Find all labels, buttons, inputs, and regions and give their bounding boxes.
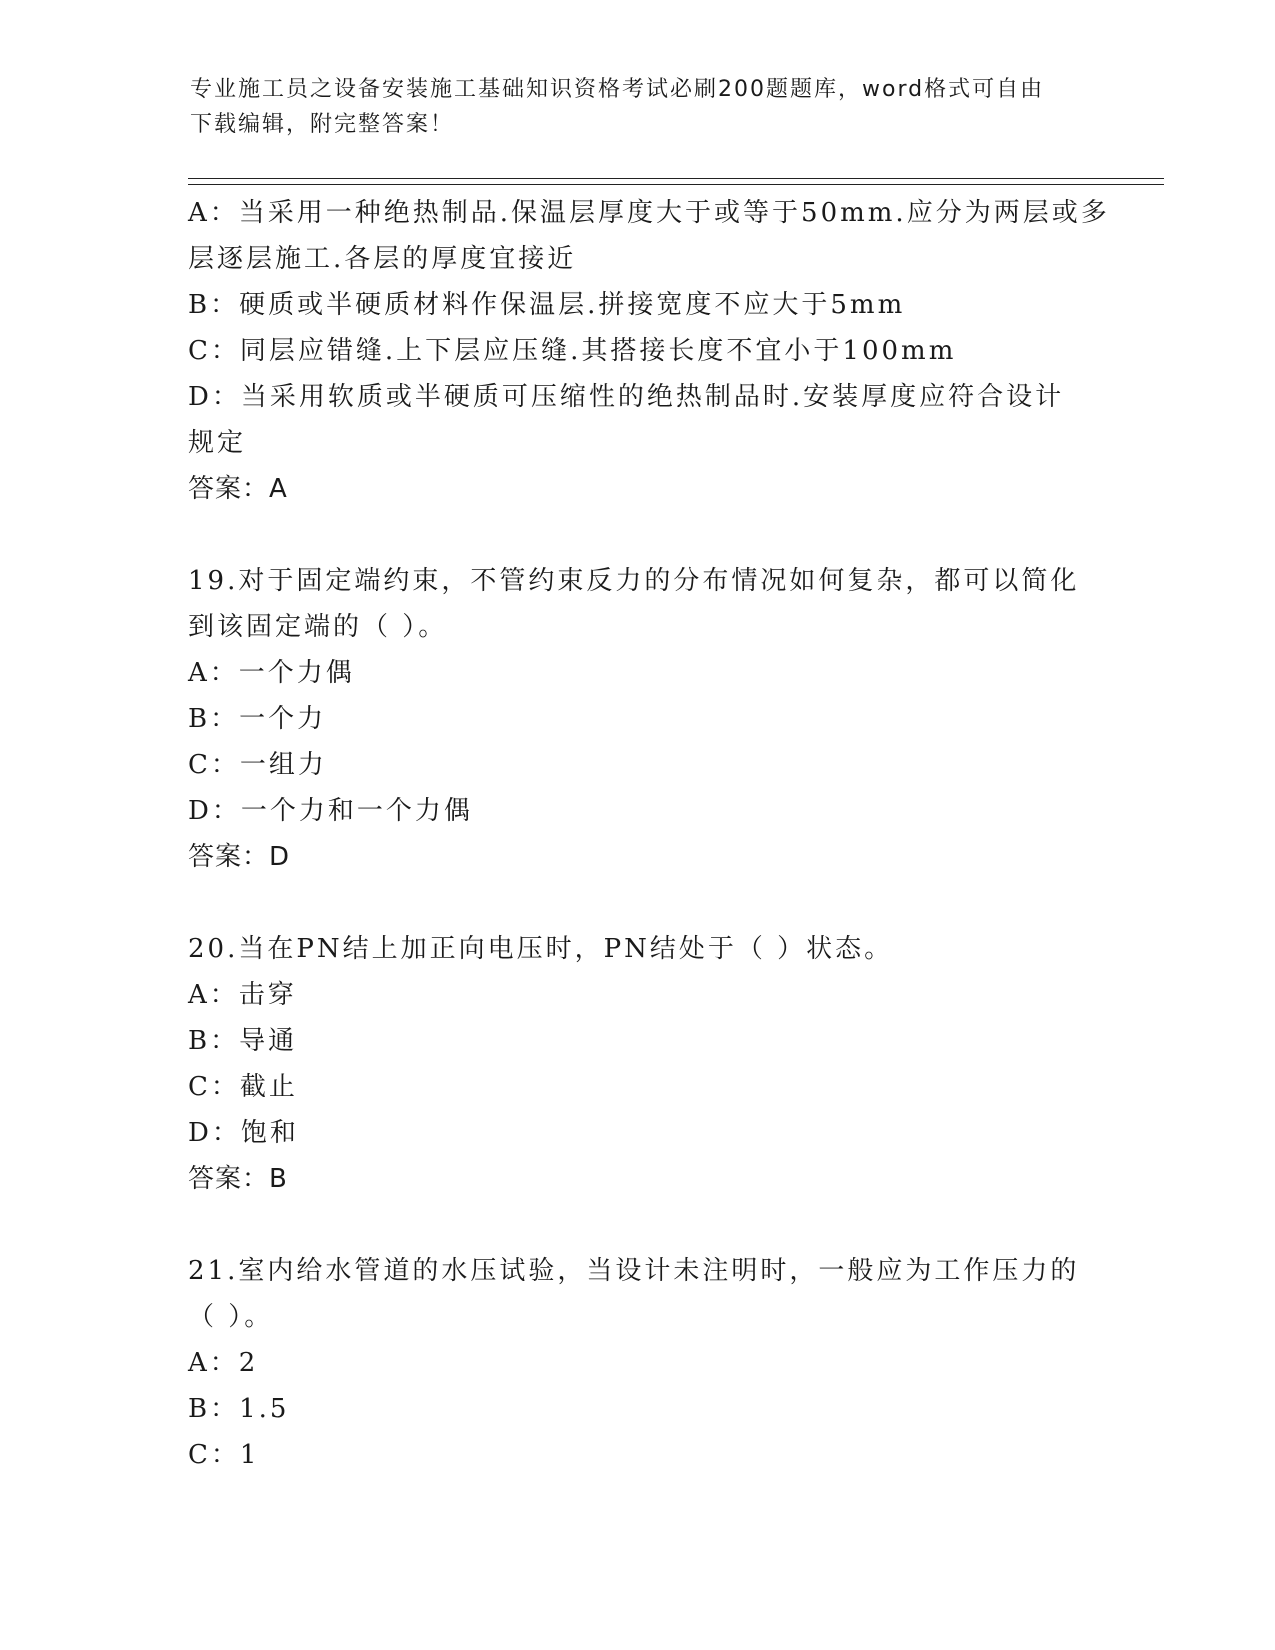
document-header xyxy=(190,72,1090,142)
spacer xyxy=(188,1202,1108,1248)
option-a: A：2 xyxy=(188,1348,259,1378)
option-a-line-2: 层逐层施工.各层的厚度宜接近 xyxy=(188,244,577,274)
option-a-line-1: A：当采用一种绝热制品.保温层厚度大于或等于50mm.应分为两层或多 xyxy=(188,198,1110,228)
question-list xyxy=(188,190,1108,1478)
question-18 xyxy=(188,190,1108,512)
option-c: C：一组力 xyxy=(188,750,327,780)
option-b: B：硬质或半硬质材料作保温层.拼接宽度不应大于5mm xyxy=(188,290,906,320)
option-d-line-1: D：当采用软质或半硬质可压缩性的绝热制品时.安装厚度应符合设计 xyxy=(188,382,1065,412)
header-divider-top xyxy=(188,178,1164,179)
option-b: B：一个力 xyxy=(188,704,327,734)
question-stem-line-2: 到该固定端的（ ）。 xyxy=(188,612,448,642)
answer: 答案：D xyxy=(188,842,291,872)
spacer xyxy=(188,512,1108,558)
question-stem-line-1: 19.对于固定端约束，不管约束反力的分布情况如何复杂，都可以简化 xyxy=(188,566,1080,596)
option-b: B：1.5 xyxy=(188,1394,290,1424)
option-a: A：击穿 xyxy=(188,980,297,1010)
option-c: C：同层应错缝.上下层应压缝.其搭接长度不宜小于100mm xyxy=(188,336,957,366)
option-c: C：截止 xyxy=(188,1072,298,1102)
answer: 答案：A xyxy=(188,474,288,504)
option-c: C：1 xyxy=(188,1440,260,1470)
spacer xyxy=(188,880,1108,926)
answer: 答案：B xyxy=(188,1164,288,1194)
question-stem-line-1: 21.室内给水管道的水压试验，当设计未注明时，一般应为工作压力的 xyxy=(188,1256,1080,1286)
option-b: B：导通 xyxy=(188,1026,298,1056)
question-20 xyxy=(188,926,1108,1202)
option-d-line-2: 规定 xyxy=(188,428,247,458)
question-stem-line-2: （ ）。 xyxy=(188,1302,274,1332)
option-a: A：一个力偶 xyxy=(188,658,355,688)
header-divider-bottom xyxy=(188,184,1164,185)
question-19 xyxy=(188,558,1108,880)
question-stem: 20.当在PN结上加正向电压时，PN结处于（ ）状态。 xyxy=(188,934,894,964)
option-d: D：一个力和一个力偶 xyxy=(188,796,473,826)
question-21 xyxy=(188,1248,1108,1478)
header-title-line-2: 下载编辑，附完整答案！ xyxy=(190,112,455,137)
option-d: D：饱和 xyxy=(188,1118,299,1148)
header-title-line-1: 专业施工员之设备安装施工基础知识资格考试必刷200题题库，word格式可自由 xyxy=(190,77,1045,102)
